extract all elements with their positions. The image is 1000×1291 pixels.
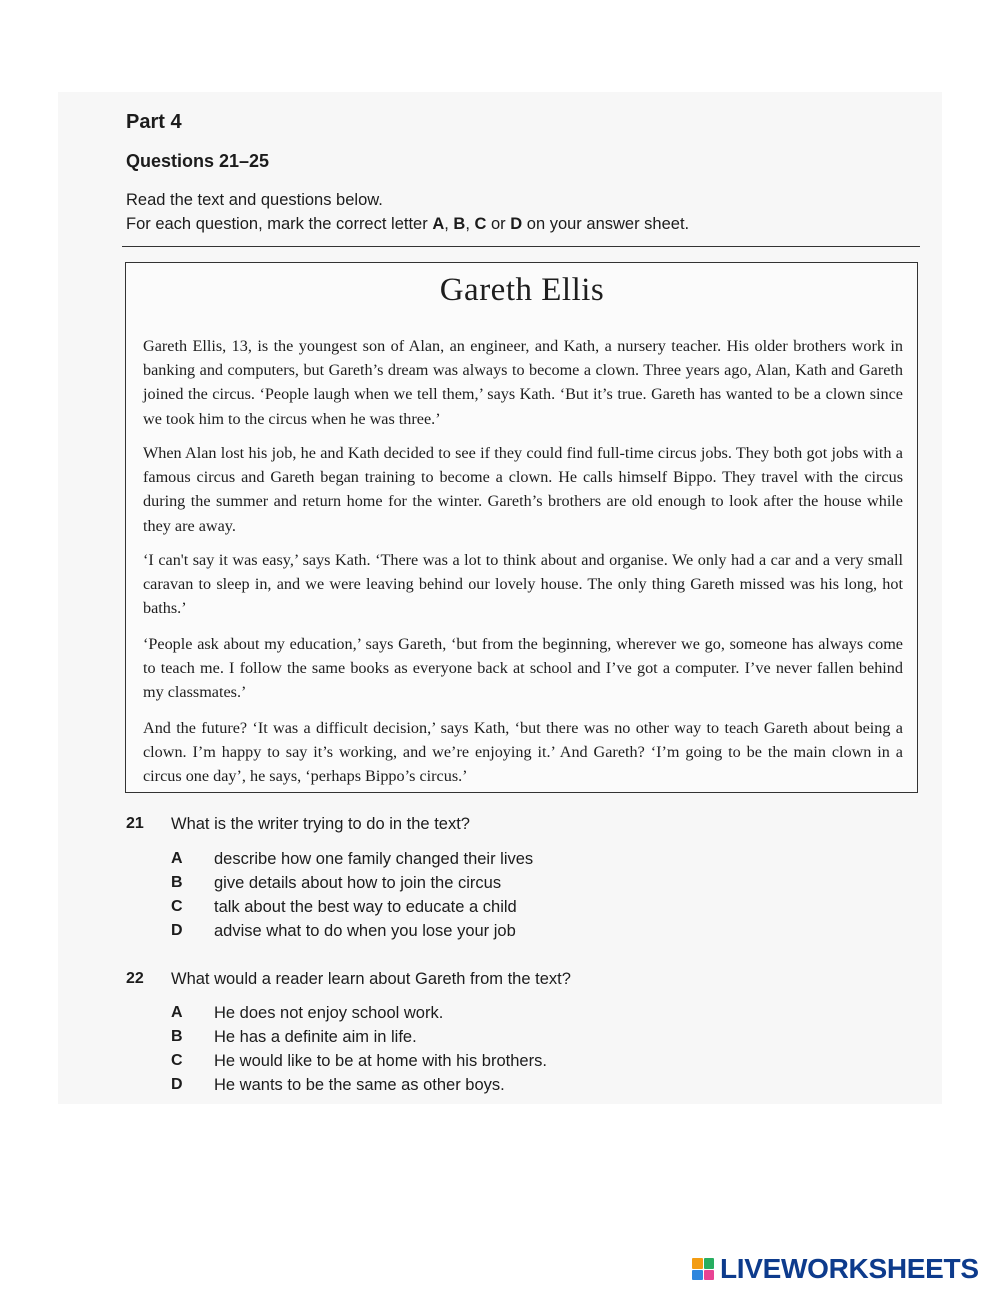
q21-option-b-text: give details about how to join the circus: [214, 874, 502, 892]
q22-option-d-letter[interactable]: D: [171, 1076, 183, 1093]
q21-option-d-text: advise what to do when you lose your job: [214, 922, 516, 940]
liveworksheets-logo-icon: [692, 1258, 714, 1280]
liveworksheets-brand: [692, 1255, 979, 1283]
question-21-text: What is the writer trying to do in the text?: [171, 815, 470, 833]
article-paragraph-5: And the future? ‘It was a difficult decision,’ says Kath, ‘but there was no other way to teach Gareth about being a clown. I’m happy to say it’s working, and we’re enjoying it.’ And Gareth? ‘I’m going to be the main clown in a circus one day’, he says, ‘perhaps Bippo’s circus.’: [143, 719, 903, 786]
logo-tile-2: [704, 1258, 715, 1269]
questions-range: Questions 21–25: [126, 151, 270, 171]
article-paragraph-3: ‘I can't say it was easy,’ says Kath. ‘There was a lot to think about and organise. We only had a car and a very small caravan to sleep in, and we were leaving behind our lovely house. The only thing Gareth missed was his long, hot baths.’: [143, 551, 903, 618]
logo-tile-4: [704, 1270, 715, 1281]
instruction-line-2: For each question, mark the correct letter A, B, C or D on your answer sheet.: [126, 215, 690, 233]
instruction-line-1: Read the text and questions below.: [126, 191, 383, 209]
q22-option-d-text: He wants to be the same as other boys.: [214, 1076, 505, 1094]
question-22-text: What would a reader learn about Gareth from the text?: [171, 970, 571, 988]
question-22-number: 22: [126, 970, 144, 987]
article-paragraph-1: Gareth Ellis, 13, is the youngest son of Alan, an engineer, and Kath, a nursery teacher. His older brothers work in banking and computers, but Gareth’s dream was always to become a clown. Three years ago, Alan, Kath and Gareth joined the circus. ‘People laugh when we tell them,’ says Kath. ‘But it’s true. Gareth has wanted to be a clown since we took him to the circus when he was three.’: [143, 337, 903, 428]
q21-option-a-letter[interactable]: A: [171, 850, 183, 867]
question-21-number: 21: [126, 815, 144, 832]
q22-option-c-letter[interactable]: C: [171, 1052, 183, 1069]
article-paragraph-2: When Alan lost his job, he and Kath decided to see if they could find full-time circus jobs. They both got jobs with a famous circus and Gareth began training to become a clown. He calls himself Bippo. They travel with the circus during the summer and return home for the winter. Gareth’s brothers are old enough to look after the house while they are away.: [143, 444, 903, 535]
part-title: Part 4: [126, 111, 182, 133]
logo-tile-3: [692, 1270, 703, 1281]
q22-option-b-letter[interactable]: B: [171, 1028, 183, 1045]
logo-tile-1: [692, 1258, 703, 1269]
article-paragraph-4: ‘People ask about my education,’ says Gareth, ‘but from the beginning, wherever we go, someone has always come to teach me. I follow the same books as everyone back at school and I’ve got a computer. I’ve never fallen behind my classmates.’: [143, 635, 903, 702]
q22-option-c-text: He would like to be at home with his brothers.: [214, 1052, 547, 1070]
q22-option-a-text: He does not enjoy school work.: [214, 1004, 444, 1022]
q21-option-b-letter[interactable]: B: [171, 874, 183, 891]
brand-name: LIVEWORKSHEETS: [720, 1253, 979, 1284]
divider-line: [122, 246, 920, 247]
q21-option-c-letter[interactable]: C: [171, 898, 183, 915]
article-title: Gareth Ellis: [439, 272, 605, 308]
q22-option-b-text: He has a definite aim in life.: [214, 1028, 417, 1046]
q22-option-a-letter[interactable]: A: [171, 1004, 183, 1021]
q21-option-d-letter[interactable]: D: [171, 922, 183, 939]
q21-option-c-text: talk about the best way to educate a child: [214, 898, 517, 916]
q21-option-a-text: describe how one family changed their lives: [214, 850, 534, 868]
